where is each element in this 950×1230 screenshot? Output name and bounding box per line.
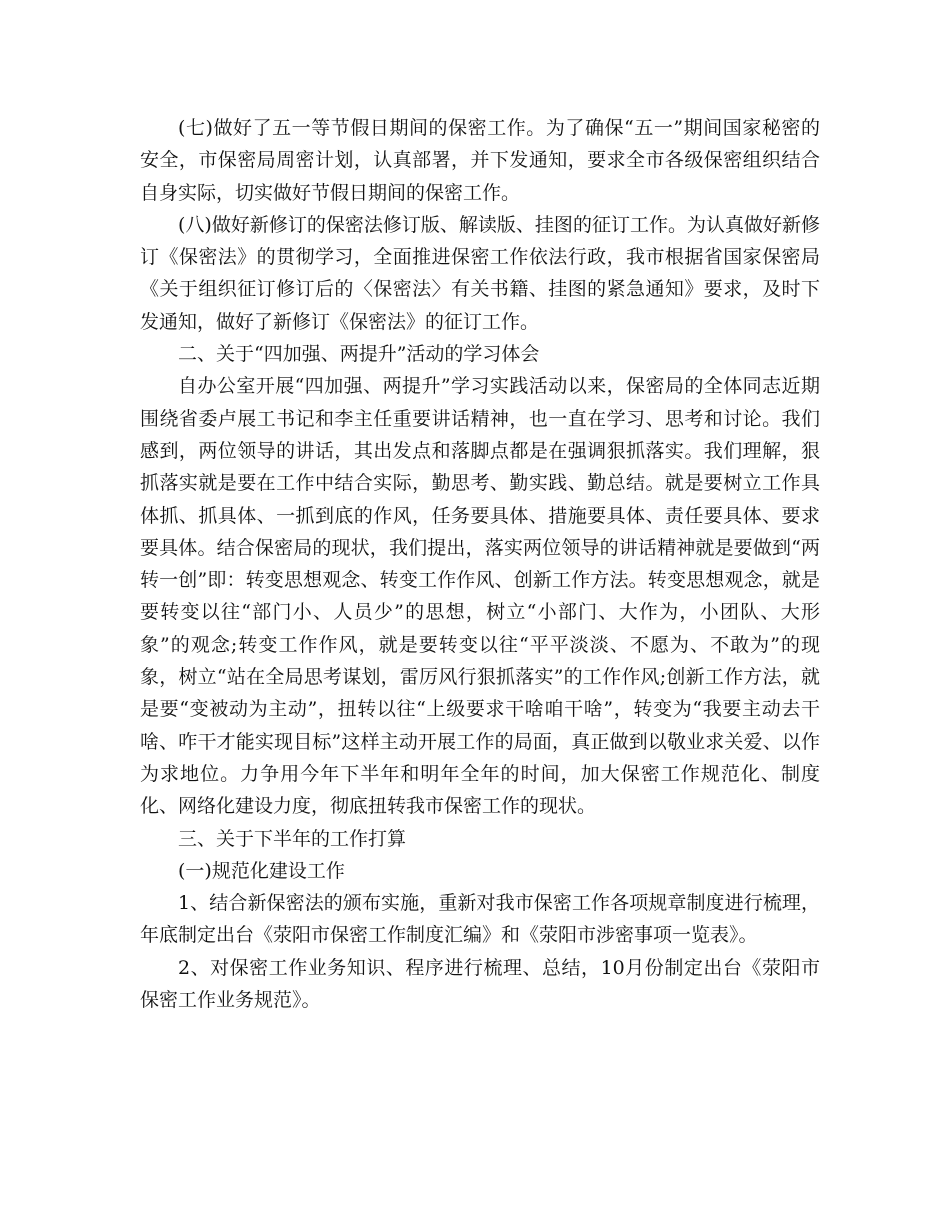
section-heading-work-plan: 三、关于下半年的工作打算	[178, 827, 407, 850]
subheading-standardization: (一)规范化建设工作	[178, 859, 345, 882]
paragraph-study-experience: 自办公室开展“四加强、两提升”学习实践活动以来，保密局的全体同志近期围绕省委卢展工书记和李主任重要讲话精神，也一直在学习、思考和讨论。我们感到，两位领导的讲话，其出发点和落脚点都是在强调狠抓落实。我们理解，狠抓落实就是要在工作中结合实际，勤思考、勤实践、勤总结。就是要树立工作具体抓、抓具体、一抓到底的作风，任务要具体、措施要具体、责任要具体、要求要具体。结合保密局的现状，我们提出，落实两位领导的讲话精神就是要做到“两转一创”即：转变思想观念、转变工作作风、创新工作方法。转变思想观念，就是要转变以往“部门小、人员少”的思想，树立“小部门、大作为，小团队、大形象”的观念;转变工作作风，就是要转变以往“平平淡淡、不愿为、不敢为”的现象，树立“站在全局思考谋划，雷厉风行狠抓落实”的工作作风;创新工作方法，就是要“变被动为主动”，扭转以往“上级要求干啥咱干啥”，转变为“我要主动去干啥、咋干才能实现目标”这样主动开展工作的局面，真正做到以敬业求关爱、以作为求地位。力争用今年下半年和明年全年的时间，加大保密工作规范化、制度化、网络化建设力度，彻底扭转我市保密工作的现状。	[140, 375, 820, 818]
paragraph-holiday-security: (七)做好了五一等节假日期间的保密工作。为了确保“五一”期间国家秘密的安全，市保密局周密计划，认真部署，并下发通知，要求全市各级保密组织结合自身实际，切实做好节假日期间的保密工作。	[140, 117, 820, 204]
list-item-business-standards: 2、对保密工作业务知识、程序进行梳理、总结，10月份制定出台《荥阳市保密工作业务规范》。	[140, 956, 820, 1012]
list-item-regulations: 1、结合新保密法的颁布实施，重新对我市保密工作各项规章制度进行梳理，年底制定出台《荥阳市保密工作制度汇编》和《荥阳市涉密事项一览表》。	[140, 892, 820, 947]
paragraph-law-subscription: (八)做好新修订的保密法修订版、解读版、挂图的征订工作。为认真做好新修订《保密法》的贯彻学习，全面推进保密工作依法行政，我市根据省国家保密局《关于组织征订修订后的〈保密法〉有关书籍、挂图的紧急通知》要求，及时下发通知，做好了新修订《保密法》的征订工作。	[140, 213, 820, 333]
document-body	[140, 112, 820, 1016]
section-heading-study-experience: 二、关于“四加强、两提升”活动的学习体会	[178, 343, 540, 366]
